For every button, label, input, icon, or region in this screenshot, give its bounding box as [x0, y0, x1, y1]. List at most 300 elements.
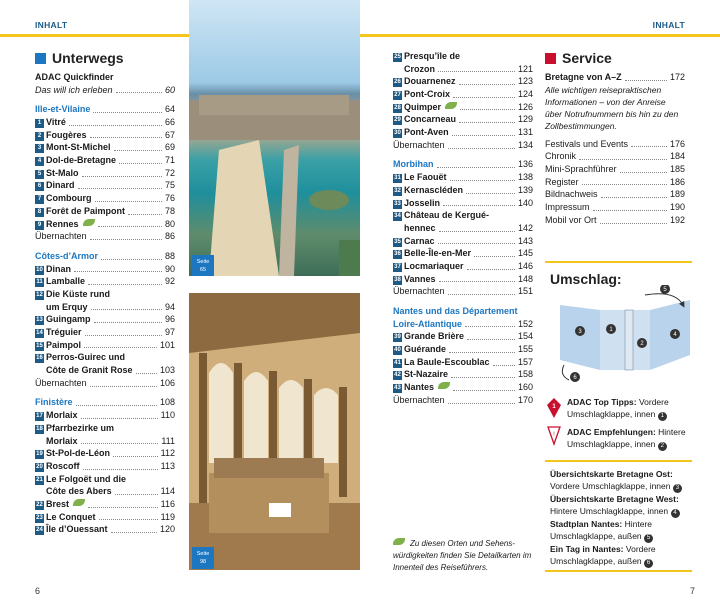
toc-row[interactable]: [393, 273, 533, 286]
toc-page: 92: [164, 276, 175, 287]
badge: 6: [35, 182, 44, 191]
toc-page: 75: [164, 180, 175, 191]
map-legend-item: [550, 543, 700, 568]
toc-page: 113: [160, 460, 175, 471]
toc-entry-first-line[interactable]: [35, 473, 175, 486]
diagram-label-4: 4: [673, 332, 677, 338]
toc-page: 158: [517, 369, 533, 380]
toc-page: 66: [164, 117, 175, 128]
toc-label-cont: Crozon: [404, 63, 435, 74]
photo-st-malo: Seite 65: [189, 0, 360, 276]
badge: 29: [394, 117, 401, 124]
toc-row[interactable]: [35, 129, 175, 142]
toc-page: 129: [517, 114, 533, 125]
toc-service: [545, 71, 685, 227]
badge: 37: [394, 263, 401, 270]
toc-label: Morlaix: [46, 410, 78, 421]
cover-diagram: [550, 285, 700, 385]
tip-title: ADAC Empfehlungen:: [567, 427, 656, 437]
bretagne-desc: Alle wichtigen reisepraktischen Informationen – von der Anreise über Notrufnummern bis hin zu den Zollbestimmungen.: [545, 84, 679, 131]
toc-label: Pont-Aven: [404, 127, 449, 138]
toc-page: 131: [517, 127, 533, 138]
toc-label: Paimpol: [46, 339, 82, 350]
toc-label: Roscoff: [46, 460, 80, 471]
number-circle-icon: 2: [658, 442, 667, 451]
region-heading[interactable]: [35, 250, 175, 263]
toc-label: Übernachten: [393, 286, 445, 297]
toc-page: 112: [160, 448, 175, 459]
toc-label: Mobil vor Ort: [545, 214, 597, 225]
badge: 18: [36, 425, 43, 432]
number-circle-icon: 1: [658, 412, 667, 421]
toc-label: Douarnenez: [404, 76, 456, 87]
toc-row[interactable]: [393, 343, 533, 356]
toc-page: 97: [164, 327, 175, 338]
service-row[interactable]: [545, 214, 685, 227]
toc-page: 172: [669, 71, 685, 82]
overnight-row[interactable]: [35, 230, 175, 243]
svg-text:!: !: [553, 432, 555, 438]
toc-page: 116: [160, 498, 175, 509]
toc-page: 86: [164, 231, 175, 242]
toc-page: 67: [164, 129, 175, 140]
map-text: Vordere Umschlagklappe, außen: [550, 544, 656, 566]
toc-row[interactable]: [393, 101, 533, 114]
toc-page: 123: [517, 76, 533, 87]
toc-label: Pont-Croix: [404, 89, 450, 100]
region-heading[interactable]: [35, 397, 175, 410]
photo-cloister: Seite 98: [189, 293, 360, 570]
section-unterwegs: Unterwegs: [35, 50, 124, 66]
number-circle-icon: 4: [671, 509, 680, 518]
toc-row[interactable]: [35, 435, 175, 448]
toc-page: 151: [517, 286, 533, 297]
toc-page: 101: [159, 339, 175, 350]
map-title: Übersichtskarte Bretagne Ost:: [550, 469, 673, 479]
toc-page: 78: [164, 205, 175, 216]
toc-label: Rennes: [46, 218, 79, 229]
toc-page: 155: [517, 344, 533, 355]
toc-row[interactable]: [35, 301, 175, 314]
badge: 41: [394, 359, 401, 366]
toc-row[interactable]: [35, 167, 175, 180]
blue-square-icon: [35, 53, 46, 64]
toc-label-cont: um Erquy: [46, 301, 88, 312]
quickfinder[interactable]: [35, 71, 175, 84]
toc-middle: [393, 50, 533, 407]
toc-label: Fougères: [46, 129, 87, 140]
toc-label: Brest: [46, 498, 70, 509]
overnight-row[interactable]: [393, 139, 533, 152]
toc-label: Impressum: [545, 202, 590, 213]
toc-entry-first-line[interactable]: [393, 209, 533, 222]
toc-row[interactable]: [393, 63, 533, 76]
badge: 4: [35, 157, 44, 166]
toc-row[interactable]: [393, 235, 533, 248]
toc-label: Dol-de-Bretagne: [46, 155, 117, 166]
region-heading-cont[interactable]: [393, 318, 533, 331]
region-heading[interactable]: Nantes und das Département: [393, 306, 518, 317]
service-row[interactable]: [545, 201, 685, 214]
toc-row[interactable]: [35, 205, 175, 218]
badge: 26: [394, 79, 401, 86]
toc-page: 121: [517, 63, 533, 74]
toc-page: 134: [517, 139, 533, 150]
badge: 1: [35, 119, 44, 128]
toc-label: Vitré: [46, 117, 66, 128]
toc-label: Grande Brière: [404, 331, 465, 342]
toc-entry-first-line[interactable]: [35, 351, 175, 364]
toc-label: Übernachten: [393, 394, 445, 405]
toc-row[interactable]: [35, 275, 175, 288]
map-legend-item: [550, 493, 700, 518]
toc-label: Concarneau: [404, 114, 457, 125]
toc-row[interactable]: [393, 369, 533, 382]
toc-page: 160: [517, 382, 533, 393]
badge: 9: [35, 221, 44, 230]
badge: 33: [394, 200, 401, 207]
badge: 27: [394, 92, 401, 99]
toc-row[interactable]: [35, 511, 175, 524]
map-leaf-icon: [73, 499, 85, 506]
badge: 42: [394, 372, 401, 379]
toc-row[interactable]: [35, 218, 175, 231]
badge: 5: [35, 170, 44, 179]
badge: 30: [394, 130, 401, 137]
toc-row[interactable]: [35, 116, 175, 129]
toc-label: St-Nazaire: [404, 369, 449, 380]
toc-entry-first-line[interactable]: [393, 50, 533, 63]
toc-page: 94: [164, 301, 175, 312]
toc-page: 189: [669, 189, 685, 200]
toc-row[interactable]: [393, 222, 533, 235]
toc-label: Château de Kergué-: [404, 210, 490, 221]
overnight-row[interactable]: [393, 285, 533, 298]
toc-row[interactable]: [35, 485, 175, 498]
badge: 14: [36, 330, 43, 337]
number-circle-icon: 3: [673, 484, 682, 493]
badge: 16: [36, 355, 43, 362]
toc-label: Festivals und Events: [545, 138, 629, 149]
badge: 38: [394, 276, 401, 283]
toc-label: Forêt de Paimpont: [46, 205, 126, 216]
badge: 36: [394, 251, 401, 258]
toc-label: Die Küste rund: [46, 289, 111, 299]
page-number-left: 6: [35, 586, 41, 596]
service-row[interactable]: [545, 150, 685, 163]
map-title: Ein Tag in Nantes:: [550, 544, 624, 554]
map-text: Vordere Umschlagklappe, innen: [550, 481, 671, 491]
badge: 40: [394, 347, 401, 354]
toc-row[interactable]: [35, 192, 175, 205]
toc-row[interactable]: [393, 184, 533, 197]
toc-label: Le Faouët: [404, 172, 447, 183]
map-legend-item: [550, 518, 700, 543]
toc-row[interactable]: [393, 260, 533, 273]
badge: 3: [35, 144, 44, 153]
toc-page: 184: [669, 151, 685, 162]
toc-page: 190: [669, 202, 685, 213]
red-square-icon: [545, 53, 556, 64]
badge: 39: [394, 334, 401, 341]
toc-row[interactable]: [35, 154, 175, 167]
toc-label: Le Conquet: [46, 511, 96, 522]
section-service: Service: [545, 50, 612, 66]
toc-label: Ille-et-Vilaine: [35, 104, 91, 115]
toc-label: Lamballe: [46, 276, 86, 287]
toc-page: 110: [160, 410, 175, 421]
toc-page: 124: [517, 89, 533, 100]
toc-page: 140: [517, 197, 533, 208]
tip-text: Hintere Umschlagklappe, innen: [567, 427, 686, 449]
toc-label: Mont-St-Michel: [46, 142, 111, 153]
tip-title: ADAC Top Tipps:: [567, 397, 637, 407]
service-row[interactable]: [545, 176, 685, 189]
toc-page: 192: [669, 214, 685, 225]
toc-page: 103: [159, 365, 175, 376]
toc-row[interactable]: [393, 197, 533, 210]
toc-label: La Baule-Escoublac: [404, 356, 490, 367]
toc-label: Vannes: [404, 273, 436, 284]
map-title: Stadtplan Nantes:: [550, 519, 623, 529]
diagram-label-6: 6: [573, 375, 577, 381]
toc-label: Morbihan: [393, 159, 434, 170]
tip-text: Vordere Umschlagklappe, innen: [567, 397, 669, 419]
badge: 10: [36, 266, 43, 273]
region-heading[interactable]: [35, 103, 175, 116]
toc-label: Locmariaquer: [404, 260, 464, 271]
diagram-label-2: 2: [640, 341, 644, 347]
map-legend: [550, 468, 700, 568]
toc-page: 139: [517, 184, 533, 195]
map-legend-item: [550, 468, 700, 493]
toc-row[interactable]: [35, 263, 175, 276]
toc-label: Übernachten: [393, 139, 445, 150]
toc-row[interactable]: [35, 447, 175, 460]
toc-page: 108: [159, 397, 175, 408]
toc-label: Île d’Ouessant: [46, 524, 108, 535]
toc-label: Übernachten: [35, 377, 87, 388]
region-heading[interactable]: [393, 159, 533, 172]
toc-label: Guérande: [404, 344, 447, 355]
toc-page: 120: [159, 524, 175, 535]
toc-label: Übernachten: [35, 231, 87, 242]
toc-page: 136: [517, 159, 533, 170]
toc-label-cont: Côte des Abers: [46, 486, 112, 497]
badge: 23: [36, 514, 43, 521]
right-page: [360, 0, 720, 602]
toc-page: 80: [164, 218, 175, 229]
toc-row[interactable]: [35, 326, 175, 339]
toc-row[interactable]: [393, 126, 533, 139]
map-leaf-icon: [438, 382, 450, 389]
toc-page: 157: [517, 356, 533, 367]
toc-row[interactable]: [393, 75, 533, 88]
toc-page: 185: [669, 164, 685, 175]
badge: 2: [35, 132, 44, 141]
toc-row[interactable]: [393, 330, 533, 343]
quickfinder-sub[interactable]: Das will ich erleben 60: [35, 84, 175, 95]
overnight-row[interactable]: [35, 377, 175, 390]
badge: 12: [36, 292, 43, 298]
toc-row[interactable]: [35, 180, 175, 193]
badge: 20: [36, 463, 43, 470]
toc-label: Kernascléden: [404, 184, 464, 195]
map-text: Hintere Umschlagklappe, innen: [550, 506, 669, 516]
toc-page: 186: [669, 176, 685, 187]
toc-page: 145: [517, 248, 533, 259]
diagram-label-5: 5: [663, 287, 667, 293]
service-row[interactable]: [545, 138, 685, 151]
toc-label: Pfarrbezirke um: [46, 422, 115, 433]
toc-label: Josselin: [404, 197, 441, 208]
divider-2: [545, 460, 692, 462]
service-row[interactable]: [545, 188, 685, 201]
toc-label: Mini-Sprachführer: [545, 164, 617, 175]
toc-label: Loire-Atlantique: [393, 318, 462, 329]
divider: [545, 261, 692, 263]
toc-label: Combourg: [46, 193, 92, 204]
toc-row[interactable]: [35, 339, 175, 352]
toc-page: 152: [517, 318, 533, 329]
toc-page: 76: [164, 193, 175, 204]
header-rule-right: [360, 34, 720, 37]
toc-label: Presqu’île de: [404, 51, 461, 61]
toc-page: 146: [517, 260, 533, 271]
toc-page: 143: [517, 235, 533, 246]
toc-row[interactable]: [393, 356, 533, 369]
toc-label: Carnac: [404, 235, 435, 246]
badge: 13: [36, 317, 43, 324]
toc-label: Le Folgoët und die: [46, 473, 126, 484]
header-left: INHALT: [35, 20, 68, 30]
map-text: Hintere Umschlagklappe, außen: [550, 519, 653, 541]
toc-row[interactable]: [35, 409, 175, 422]
bretagne-az[interactable]: [545, 71, 685, 84]
tip-legend: [552, 396, 702, 451]
toc-label: Côtes-d’Armor: [35, 250, 99, 261]
map-leaf-icon: [445, 102, 457, 109]
toc-row[interactable]: [35, 523, 175, 536]
divider-3: [545, 570, 692, 572]
toc-label: Dinard: [46, 180, 75, 191]
map-leaf-icon: [393, 538, 405, 545]
toc-row[interactable]: [35, 498, 175, 511]
toc-label-cont: Côte de Granit Rose: [46, 365, 133, 376]
toc-page: 138: [517, 172, 533, 183]
badge: 7: [35, 195, 44, 204]
toc-row[interactable]: [35, 364, 175, 377]
toc-row[interactable]: [393, 381, 533, 394]
toc-page: 111: [161, 435, 175, 446]
toc-row[interactable]: [393, 247, 533, 260]
toc-label: Register: [545, 176, 579, 187]
toc-page: 126: [517, 101, 533, 112]
toc-label-cont: hennec: [404, 222, 436, 233]
badge: 21: [36, 476, 43, 483]
toc-page: 69: [164, 142, 175, 153]
badge: 34: [394, 213, 401, 220]
toc-label: Perros-Guirec und: [46, 352, 126, 363]
recommendation-icon: [547, 426, 561, 446]
toc-page: 90: [164, 263, 175, 274]
toc-row[interactable]: [35, 460, 175, 473]
toc-page: 71: [164, 155, 175, 166]
badge: 15: [36, 342, 43, 349]
toc-unterwegs: [35, 71, 175, 536]
toc-label: St-Malo: [46, 167, 79, 178]
toc-entry-first-line[interactable]: [35, 422, 175, 435]
badge: 17: [36, 413, 43, 420]
page-number-right: 7: [689, 586, 695, 596]
toc-page: 114: [160, 486, 175, 497]
toc-page: 148: [517, 273, 533, 284]
toc-page: 142: [517, 222, 533, 233]
service-row[interactable]: [545, 163, 685, 176]
badge: 32: [394, 187, 401, 194]
toc-label: ADAC Quickfinder: [35, 71, 114, 82]
badge: 28: [394, 104, 401, 111]
number-circle-icon: 6: [644, 559, 653, 568]
badge: 43: [394, 385, 401, 392]
toc-page: 64: [164, 104, 175, 115]
toc-row[interactable]: [393, 113, 533, 126]
toc-label: Finistère: [35, 397, 73, 408]
photo-st-malo-art: [189, 0, 360, 276]
header-right: INHALT: [652, 20, 685, 30]
toc-row[interactable]: [35, 141, 175, 154]
toc-label: Tréguier: [46, 327, 82, 338]
toc-label: Quimper: [404, 101, 442, 112]
diagram-label-3: 3: [578, 329, 582, 335]
toc-page: 96: [164, 314, 175, 325]
diagram-label-1: 1: [609, 327, 613, 333]
badge: 11: [36, 279, 43, 286]
toc-page: 72: [164, 167, 175, 178]
toc-label-cont: Morlaix: [46, 435, 78, 446]
toc-row[interactable]: [393, 171, 533, 184]
toc-entry-first-line[interactable]: [35, 288, 175, 301]
umschlag-title: Umschlag:: [550, 271, 622, 287]
toc-row[interactable]: [393, 88, 533, 101]
badge: 19: [36, 451, 43, 458]
toc-page: 88: [164, 250, 175, 261]
toc-page: 170: [517, 394, 533, 405]
map-title: Übersichtskarte Bretagne West:: [550, 494, 679, 504]
toc-label: St-Pol-de-Léon: [46, 448, 110, 459]
badge: 35: [394, 238, 401, 245]
badge: 31: [394, 175, 401, 182]
toc-label: Belle-Île-en-Mer: [404, 248, 472, 259]
badge: 24: [36, 527, 43, 534]
map-note: Zu diesen Orten und Sehens-würdigkeiten finden Sie Detailkarten im Innenteil des Reiseführers.: [393, 539, 532, 572]
toc-page: 176: [669, 138, 685, 149]
badge: 22: [36, 501, 43, 508]
top-tip-icon: [547, 398, 561, 418]
overnight-row[interactable]: [393, 394, 533, 407]
badge: 8: [35, 208, 44, 217]
toc-label: Guingamp: [46, 314, 91, 325]
svg-text:1: 1: [552, 404, 556, 410]
toc-page: 119: [160, 511, 175, 522]
toc-row[interactable]: [35, 313, 175, 326]
toc-label: Bretagne von A–Z: [545, 71, 622, 82]
photo-cloister-art: [189, 293, 360, 570]
toc-label: Chronik: [545, 151, 577, 162]
toc-label: Dinan: [46, 263, 72, 274]
toc-page: 106: [159, 377, 175, 388]
number-circle-icon: 5: [644, 534, 653, 543]
